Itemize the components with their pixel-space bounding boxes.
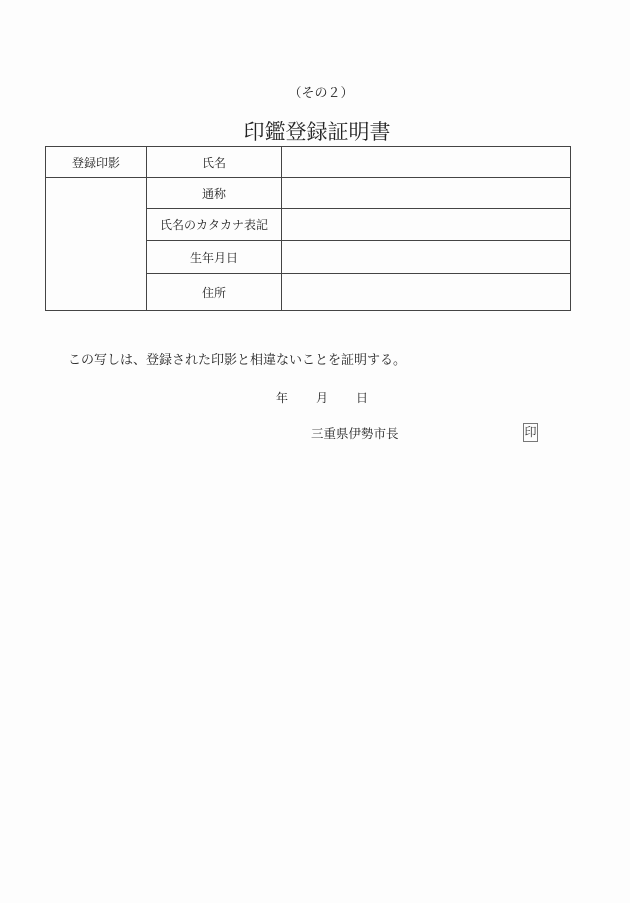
row-value-alias xyxy=(282,178,571,209)
document-title: 印鑑登録証明書 xyxy=(243,120,391,144)
seal-impression-cell xyxy=(46,178,147,311)
row-label-birthdate: 生年月日 xyxy=(147,241,282,274)
row-label-address: 住所 xyxy=(147,274,282,311)
year-label: 年 xyxy=(276,391,289,405)
table-row-alias xyxy=(46,178,571,209)
row-value-katakana xyxy=(282,209,571,241)
row-value-birthdate xyxy=(282,241,571,274)
date-line xyxy=(276,389,368,406)
row-label-name: 氏名 xyxy=(147,147,282,178)
day-label: 日 xyxy=(356,391,369,405)
document-subtitle: （その２） xyxy=(288,86,354,101)
seal-header-cell: 登録印影 xyxy=(46,147,147,178)
signer-name: 三重県伊勢市長 xyxy=(311,426,399,441)
row-value-name xyxy=(282,147,571,178)
table-row-name xyxy=(46,147,571,178)
row-label-alias: 通称 xyxy=(147,178,282,209)
row-value-address xyxy=(282,274,571,311)
certification-statement: この写しは、登録された印影と相違ないことを証明する。 xyxy=(68,353,407,368)
month-label: 月 xyxy=(316,391,329,405)
official-seal-icon: 印 xyxy=(523,423,538,442)
certificate-table xyxy=(45,146,571,311)
row-label-katakana: 氏名のカタカナ表記 xyxy=(147,209,282,241)
